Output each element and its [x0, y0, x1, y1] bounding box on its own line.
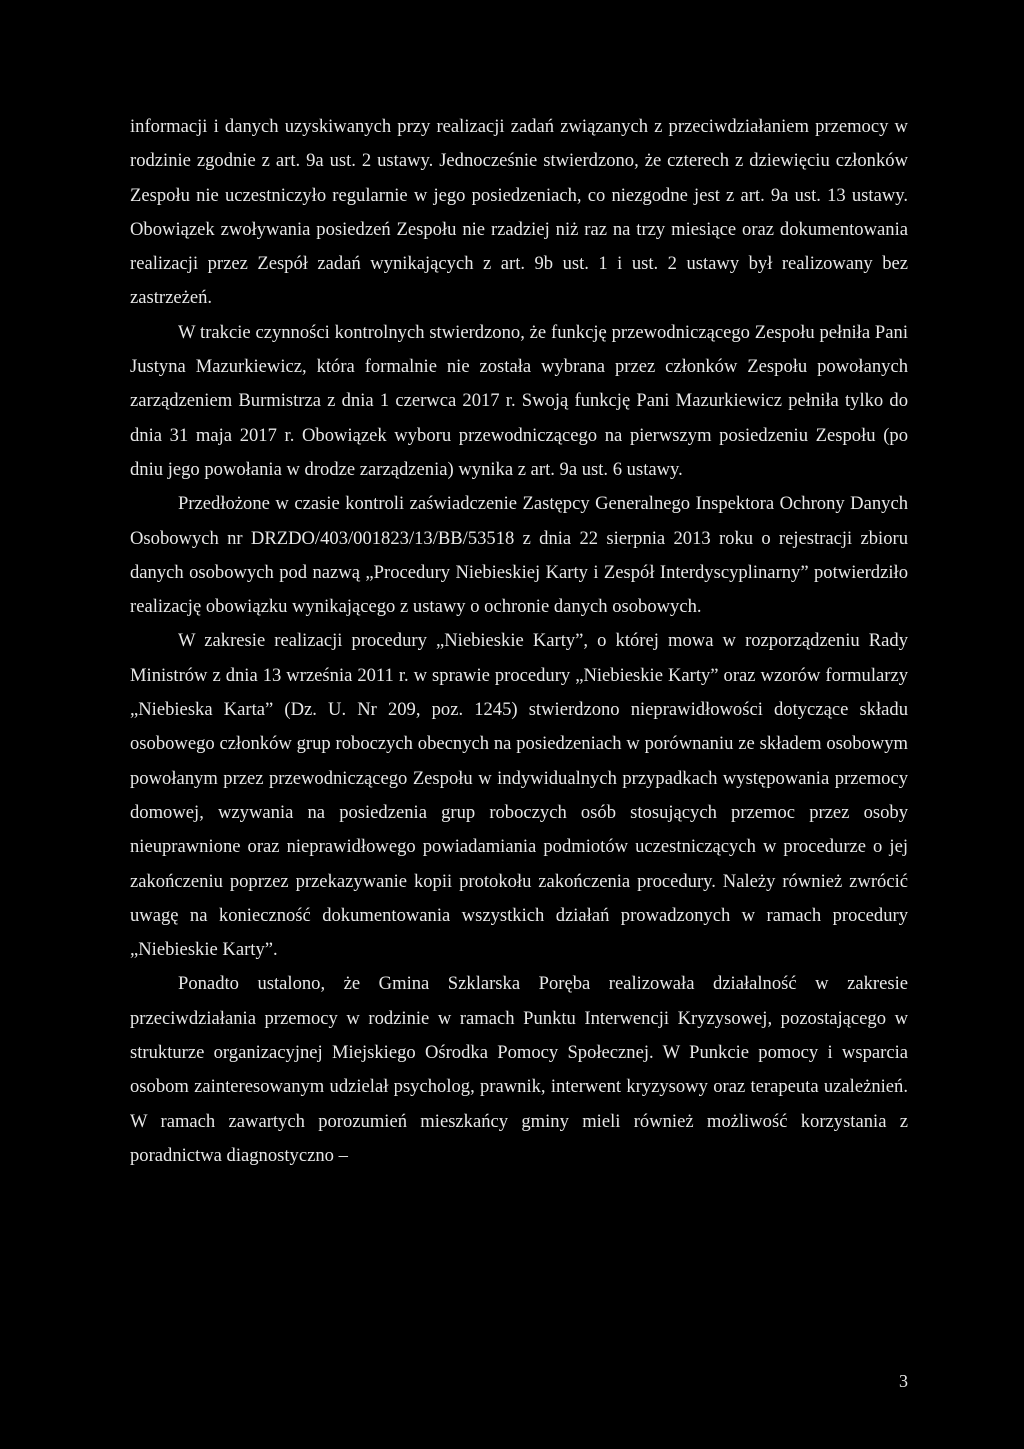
paragraph-2: W trakcie czynności kontrolnych stwierdzono, że funkcję przewodniczącego Zespołu pełniła Pani Justyna Mazurkiewicz, która formalnie nie została wybrana przez członków Zespołu powołanych zarządzeniem Burmistrza z dnia 1 czerwca 2017 r. Swoją funkcję Pani Mazurkiewicz pełniła tylko do dnia 31 maja 2017 r. Obowiązek wyboru przewodniczącego na pierwszym posiedzeniu Zespołu (po dniu jego powołania w drodze zarządzenia) wynika z art. 9a ust. 6 ustawy. — [130, 321, 908, 480]
paragraph-5: Ponadto ustalono, że Gmina Szklarska Poręba realizowała działalność w zakresie przeciwdziałania przemocy w rodzinie w ramach Punktu Interwencji Kryzysowej, pozostającego w strukturze organizacyjnej Miejskiego Ośrodka Pomocy Społecznej. W Punkcie pomocy i wsparcia osobom zainteresowanym udzielał psycholog, prawnik, interwent kryzysowy oraz terapeuta uzależnień. W ramach zawartych porozumień mieszkańcy gminy mieli również możliwość korzystania z poradnictwa diagnostyczno – — [130, 973, 908, 1166]
paragraph-3: Przedłożone w czasie kontroli zaświadczenie Zastępcy Generalnego Inspektora Ochrony Danych Osobowych nr DRZDO/403/001823/13/BB/53518 z dnia 22 sierpnia 2013 roku o rejestracji zbioru danych osobowych pod nazwą „Procedury Niebieskiej Karty i Zespół Interdyscyplinarny” potwierdziło realizację obowiązku wynikającego z ustawy o ochronie danych osobowych. — [130, 493, 908, 618]
paragraph-4: W zakresie realizacji procedury „Niebieskie Karty”, o której mowa w rozporządzeniu Rady Ministrów z dnia 13 września 2011 r. w sprawie procedury „Niebieskie Karty” oraz wzorów formularzy „Niebieska Karta” (Dz. U. Nr 209, poz. 1245) stwierdzono nieprawidłowości dotyczące składu osobowego członków grup roboczych obecnych na posiedzeniach w porównaniu ze składem osobowym powołanym przez przewodniczącego Zespołu w indywidualnych przypadkach występowania przemocy domowej, wzywania na posiedzenia grup roboczych osób stosujących przemoc przez osoby nieuprawnione oraz nieprawidłowego powiadamiania podmiotów uczestniczących w procedurze o jej zakończeniu poprzez przekazywanie kopii protokołu zakończenia procedury. Należy również zwrócić uwagę na konieczność dokumentowania wszystkich działań prowadzonych w ramach procedury „Niebieskie Karty”. — [130, 630, 908, 961]
paragraph-1: informacji i danych uzyskiwanych przy realizacji zadań związanych z przeciwdziałaniem przemocy w rodzinie zgodnie z art. 9a ust. 2 ustawy. Jednocześnie stwierdzono, że czterech z dziewięciu członków Zespołu nie uczestniczyło regularnie w jego posiedzeniach, co niezgodne jest z art. 9a ust. 13 ustawy. Obowiązek zwoływania posiedzeń Zespołu nie rzadziej niż raz na trzy miesiące oraz dokumentowania realizacji przez Zespół zadań wynikających z art. 9b ust. 1 i ust. 2 ustawy był realizowany bez zastrzeżeń. — [130, 116, 908, 309]
body-text — [130, 110, 908, 1173]
page-number: 3 — [899, 1371, 908, 1391]
